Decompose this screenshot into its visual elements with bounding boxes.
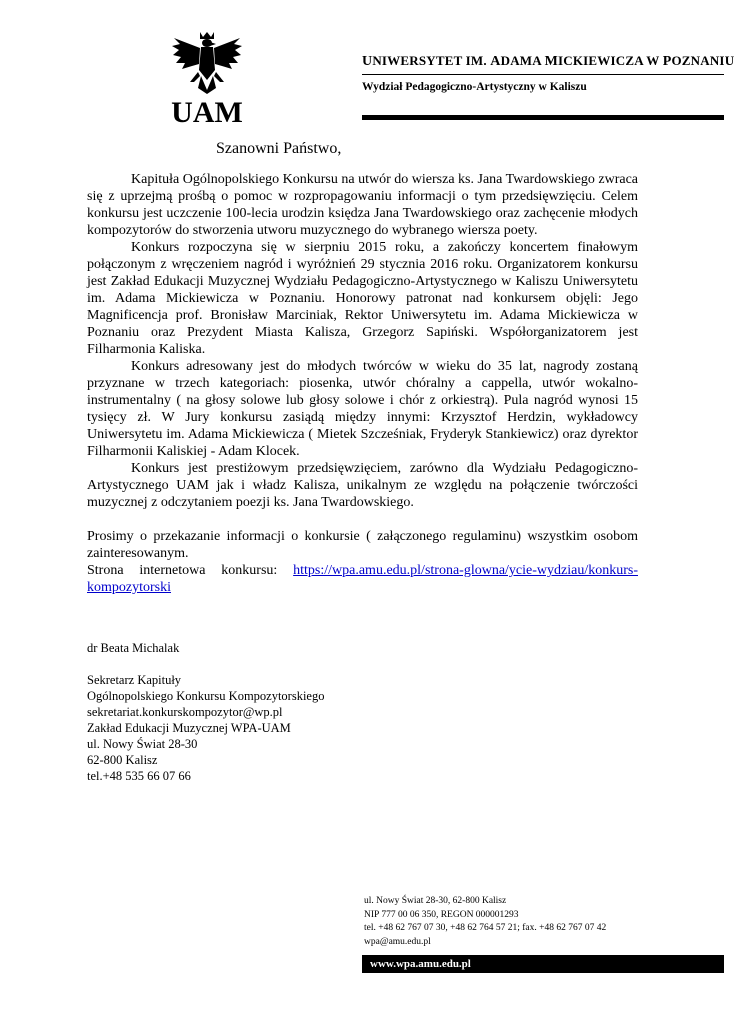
header-divider-thin: [362, 74, 724, 75]
signature-line: Zakład Edukacji Muzycznej WPA-UAM: [87, 721, 291, 735]
footer-line: ul. Nowy Świat 28-30, 62-800 Kalisz: [364, 896, 507, 906]
paragraph-prestige: Konkurs jest prestiżowym przedsięwzięciem, zarówno dla Wydziału Pedagogiczno-Artystycznego UAM jak i władz Kalisza, unikalnym ze względu na połączenie twórczości muzycznej z odczytaniem poezji ks. Jana Twardowskiego.: [87, 461, 638, 510]
signature-line: Ogólnopolskiego Konkursu Kompozytorskiego: [87, 689, 325, 703]
uam-logo: [170, 30, 244, 129]
paragraph-intro: Kapituła Ogólnopolskiego Konkursu na utwór do wiersza ks. Jana Twardowskiego zwraca się z uprzejmą prośbą o pomoc w rozpropagowaniu informacji o tym przedsięwzięciu. Celem konkursu jest uczczenie 100-lecia urodzin księdza Jana Twardowskiego oraz zachęcenie młodych kompozytorów do stworzenia utworu muzycznego do wybranego wiersza poety.: [87, 172, 638, 238]
footer-line: NIP 777 00 06 350, REGON 000001293: [364, 909, 519, 920]
signature-line: ul. Nowy Świat 28-30: [87, 737, 198, 751]
greeting: Szanowni Państwo,: [216, 140, 342, 157]
signature-email: sekretariat.konkurskompozytor@wp.pl: [87, 705, 283, 719]
footer-email: wpa@amu.edu.pl: [364, 936, 431, 947]
website-label: Strona internetowa konkursu:: [87, 563, 278, 578]
letter-body: [87, 171, 638, 596]
footer-website-bar: [362, 955, 724, 973]
header-divider-thick: [362, 115, 724, 120]
eagle-emblem-icon: [170, 30, 244, 129]
request-paragraph: Prosimy o przekazanie informacji o konkursie ( załączonego regulaminu) wszystkim osobom zainteresowanym.: [87, 529, 638, 561]
signature-block: [87, 640, 324, 784]
signature-line: 62-800 Kalisz: [87, 753, 158, 767]
signature-phone: tel.+48 535 66 07 66: [87, 769, 191, 783]
footer-line: tel. +48 62 767 07 30, +48 62 764 57 21; fax. +48 62 767 07 42: [364, 923, 607, 933]
footer-website: www.wpa.amu.edu.pl: [370, 958, 471, 970]
paragraph-categories: Konkurs adresowany jest do młodych twórców w wieku do 35 lat, nagrody zostaną przyznane w trzech kategoriach: piosenka, utwór chóralny a cappella, utwór wokalno-instrumentalny ( na głosy solowe lub głosy solowe i chór z orkiestrą). Pula nagród wynosi 15 tysięcy zł. W Jury konkursu zasiądą między innymi: Krzysztof Herdzin, wykładowcy Uniwersytetu im. Adama Mickiewicza ( Mietek Szcześniak, Fryderyk Stankiewicz) oraz dyrektor Filharmonii Kaliskiej - Adam Klocek.: [87, 359, 638, 459]
footer-address: [364, 895, 606, 949]
paragraph-schedule: Konkurs rozpoczyna się w sierpniu 2015 roku, a zakończy koncertem finałowym połączonym z wręczeniem nagród i wyróżnień 29 stycznia 2016 roku. Organizatorem konkursu jest Zakład Edukacji Muzycznej Wydziału Pedagogiczno-Artystycznego w Kaliszu Uniwersytetu im. Adama Mickiewicza w Poznaniu. Honorowy patronat nad konkursem objęli: Jego Magnificencja prof. Bronisław Marciniak, Rektor Uniwersytetu im. Adama Mickiewicza w Poznaniu oraz Prezydent Miasta Kalisza, Grzegorz Sapiński. Współorganizatorem jest Filharmonia Kaliska.: [87, 240, 638, 357]
university-name: UNIWERSYTET IM. ADAMA MICKIEWICZA W POZNANIU: [362, 53, 734, 69]
website-link[interactable]: https://wpa.amu.edu.pl/strona-glowna/ycie-wydziau/konkurs-kompozytorski: [87, 563, 638, 595]
logo-text: UAM: [171, 96, 243, 129]
faculty-name: Wydział Pedagogiczno-Artystyczny w Kaliszu: [362, 81, 587, 93]
website-paragraph: [87, 562, 638, 596]
signature-line: Sekretarz Kapituły: [87, 673, 182, 687]
signatory-name: dr Beata Michalak: [87, 641, 180, 655]
